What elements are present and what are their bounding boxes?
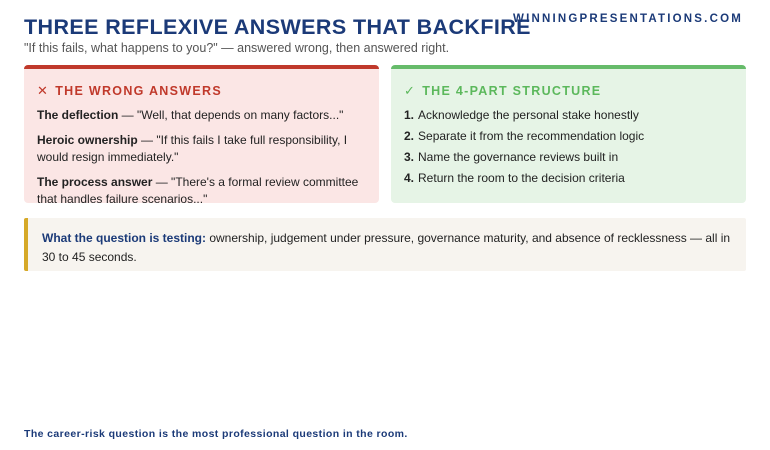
- check-icon: ✓: [404, 83, 417, 98]
- footer-tagline: The career-risk question is the most professional question in the room.: [24, 428, 408, 440]
- four-part-structure-header: [404, 83, 734, 99]
- cross-icon: ✕: [37, 83, 50, 98]
- callout-text: ownership, judgement under pressure, governance maturity, and absence of recklessness — all in 30 to 45 seconds.: [42, 231, 731, 264]
- page-subtitle: "If this fails, what happens to you?" — answered wrong, then answered right.: [24, 41, 450, 55]
- four-part-structure-card: [391, 65, 746, 203]
- wrong-answers-card: [24, 65, 379, 206]
- step-number: 3.: [404, 150, 415, 164]
- wrong-answer-label: Heroic ownership: [37, 133, 138, 147]
- step-text: Return the room to the decision criteria: [418, 171, 625, 185]
- structure-steps-list: [404, 107, 734, 187]
- step-text: Name the governance reviews built in: [418, 150, 619, 164]
- wrong-answer-item: [37, 174, 367, 208]
- wrong-answer-text: — "There's a formal review committee that handles failure scenarios...": [37, 175, 359, 206]
- testing-callout: [24, 218, 746, 271]
- wrong-answers-header: [37, 83, 367, 99]
- wrong-answer-label: The deflection: [37, 108, 119, 122]
- step-number: 2.: [404, 129, 415, 143]
- wrong-answers-list: [37, 107, 367, 208]
- step-number: 1.: [404, 108, 415, 122]
- wrong-answers-heading: THE WRONG ANSWERS: [55, 84, 222, 98]
- wrong-answer-text: — "Well, that depends on many factors...": [118, 108, 344, 122]
- page-title: THREE REFLEXIVE ANSWERS THAT BACKFIRE: [24, 15, 531, 39]
- step-text: Acknowledge the personal stake honestly: [418, 108, 639, 122]
- wrong-answer-item: [37, 132, 367, 166]
- brand-label: WINNINGPRESENTATIONS.COM: [513, 13, 743, 25]
- step-number: 4.: [404, 171, 415, 185]
- structure-step: [404, 170, 734, 187]
- wrong-answer-item: [37, 107, 367, 124]
- structure-step: [404, 128, 734, 145]
- wrong-answer-text: — "If this fails I take full responsibility, I would resign immediately.": [37, 133, 348, 164]
- step-text: Separate it from the recommendation logic: [418, 129, 645, 143]
- four-part-structure-heading: THE 4-PART STRUCTURE: [422, 84, 602, 98]
- structure-step: [404, 149, 734, 166]
- wrong-answer-label: The process answer: [37, 175, 153, 189]
- structure-step: [404, 107, 734, 124]
- callout-label: What the question is testing:: [42, 231, 206, 245]
